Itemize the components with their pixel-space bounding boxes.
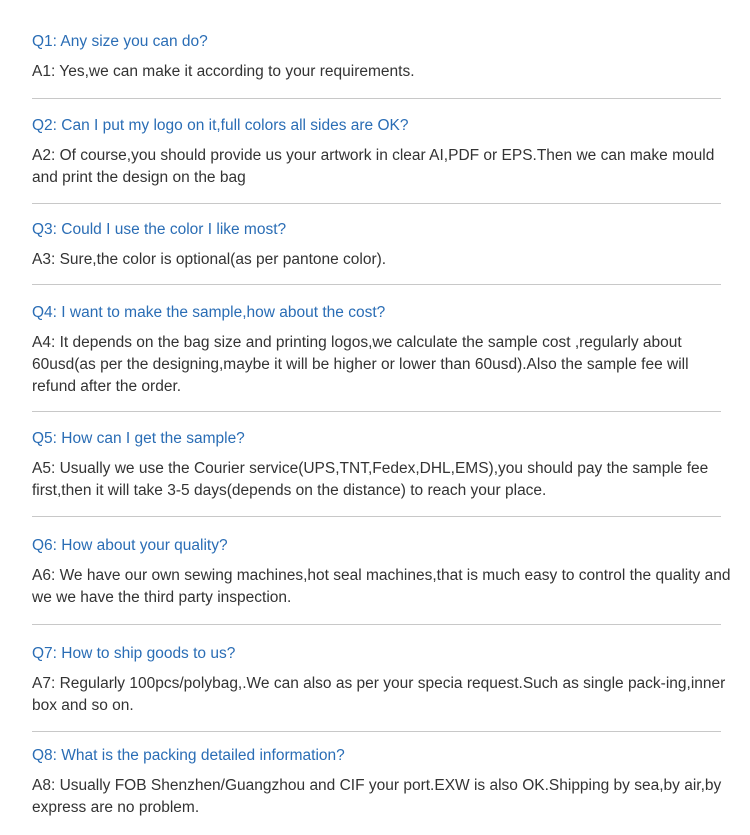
faq-question: Q3: Could I use the color I like most? [32,221,287,238]
faq-divider [32,411,721,412]
faq-answer: A1: Yes,we can make it according to your requirements. [32,63,415,80]
faq-divider [32,284,721,285]
faq-divider [32,203,721,204]
faq-divider [32,624,721,625]
faq-question: Q8: What is the packing detailed information? [32,747,345,764]
faq-divider [32,516,721,517]
faq-question: Q6: How about your quality? [32,537,228,554]
faq-question: Q5: How can I get the sample? [32,430,245,447]
faq-question: Q4: I want to make the sample,how about the cost? [32,304,386,321]
faq-answer: A8: Usually FOB Shenzhen/Guangzhou and CIF your port.EXW is also OK.Shipping by sea,by air,by express are no problem. [32,777,722,816]
faq-question: Q1: Any size you can do? [32,33,208,50]
faq-divider [32,731,721,732]
faq-answer: A3: Sure,the color is optional(as per pantone color). [32,251,387,268]
faq-answer: A6: We have our own sewing machines,hot seal machines,that is much easy to control the quality and we we have the third party inspection. [32,567,731,606]
faq-question: Q2: Can I put my logo on it,full colors all sides are OK? [32,117,409,134]
faq-divider [32,98,721,99]
faq-question: Q7: How to ship goods to us? [32,645,236,662]
faq-answer: A4: It depends on the bag size and printing logos,we calculate the sample cost ,regularly about 60usd(as per the designing,maybe it will be higher or lower than 60usd).Also the sample fee will refund after the order. [32,334,689,395]
faq-answer: A2: Of course,you should provide us your artwork in clear AI,PDF or EPS.Then we can make mould and print the design on the bag [32,147,715,186]
faq-answer: A5: Usually we use the Courier service(UPS,TNT,Fedex,DHL,EMS),you should pay the sample fee first,then it will take 3-5 days(depends on the distance) to reach your place. [32,460,709,499]
faq-answer: A7: Regularly 100pcs/polybag,.We can also as per your specia request.Such as single pack-ing,inner box and so on. [32,675,726,714]
